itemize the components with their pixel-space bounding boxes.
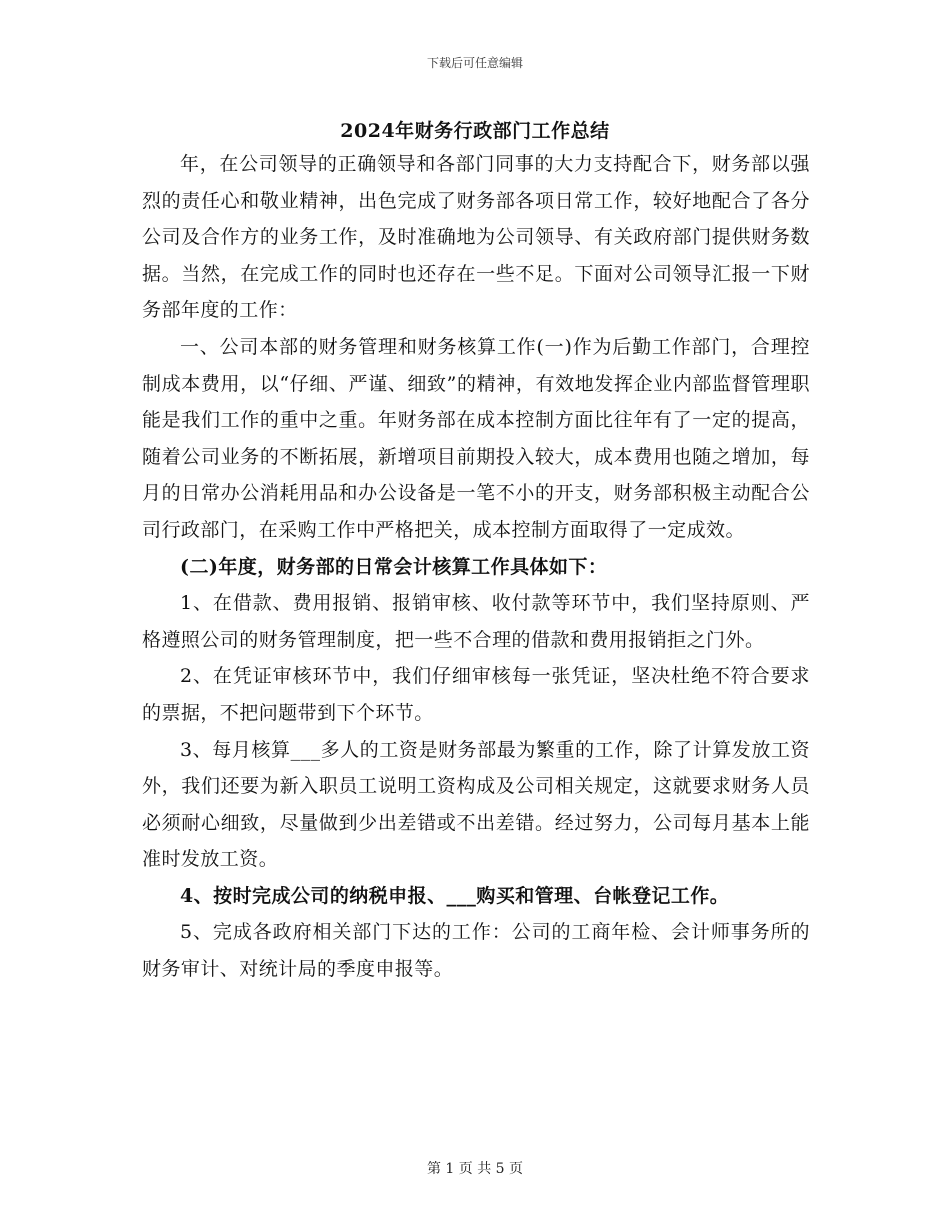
paragraph-item-5: 5、完成各政府相关部门下达的工作：公司的工商年检、会计师事务所的财务审计、对统计局的季度申报等。 [142, 921, 810, 981]
paragraph-item-1: 1、在借款、费用报销、报销审核、收付款等环节中，我们坚持原则、严格遵照公司的财务管理制度，把一些不合理的借款和费用报销拒之门外。 [142, 592, 810, 651]
paragraph-item-2: 2、在凭证审核环节中，我们仔细审核每一张凭证，坚决杜绝不符合要求的票据，不把问题带到下个环节。 [142, 665, 810, 724]
document-title: 2024年财务行政部门工作总结 [340, 120, 610, 142]
paragraph-intro: 年，在公司领导的正确领导和各部门同事的大力支持配合下，财务部以强烈的责任心和敬业精神，出色完成了财务部各项日常工作，较好地配合了各分公司及合作方的业务工作，及时准确地为公司领导、有关政府部门提供财务数据。当然，在完成工作的同时也还存在一些不足。下面对公司领导汇报一下财务部年度的工作： [142, 153, 810, 322]
document-body [142, 146, 810, 988]
page-number: 第 1 页 共 5 页 [426, 1161, 524, 1177]
page-header: 下载后可任意编辑 [426, 56, 523, 70]
paragraph-section-two-heading: (二)年度，财务部的日常会计核算工作具体如下： [180, 555, 608, 578]
paragraph-item-4: 4、按时完成公司的纳税申报、___购买和管理、台帐登记工作。 [180, 884, 730, 907]
paragraph-item-3: 3、每月核算___多人的工资是财务部最为繁重的工作，除了计算发放工资外，我们还要为新入职员工说明工资构成及公司相关规定，这就要求财务人员必须耐心细致，尽量做到少出差错或不出差错。经过努力，公司每月基本上能准时发放工资。 [142, 738, 810, 871]
paragraph-section-one: 一、公司本部的财务管理和财务核算工作(一)作为后勤工作部门，合理控制成本费用，以“仔细、严谨、细致”的精神，有效地发挥企业内部监督管理职能是我们工作的重中之重。年财务部在成本控制方面比往年有了一定的提高，随着公司业务的不断拓展，新增项目前期投入较大，成本费用也随之增加，每月的日常办公消耗用品和办公设备是一笔不小的开支，财务部积极主动配合公司行政部门，在采购工作中严格把关，成本控制方面取得了一定成效。 [142, 335, 810, 541]
